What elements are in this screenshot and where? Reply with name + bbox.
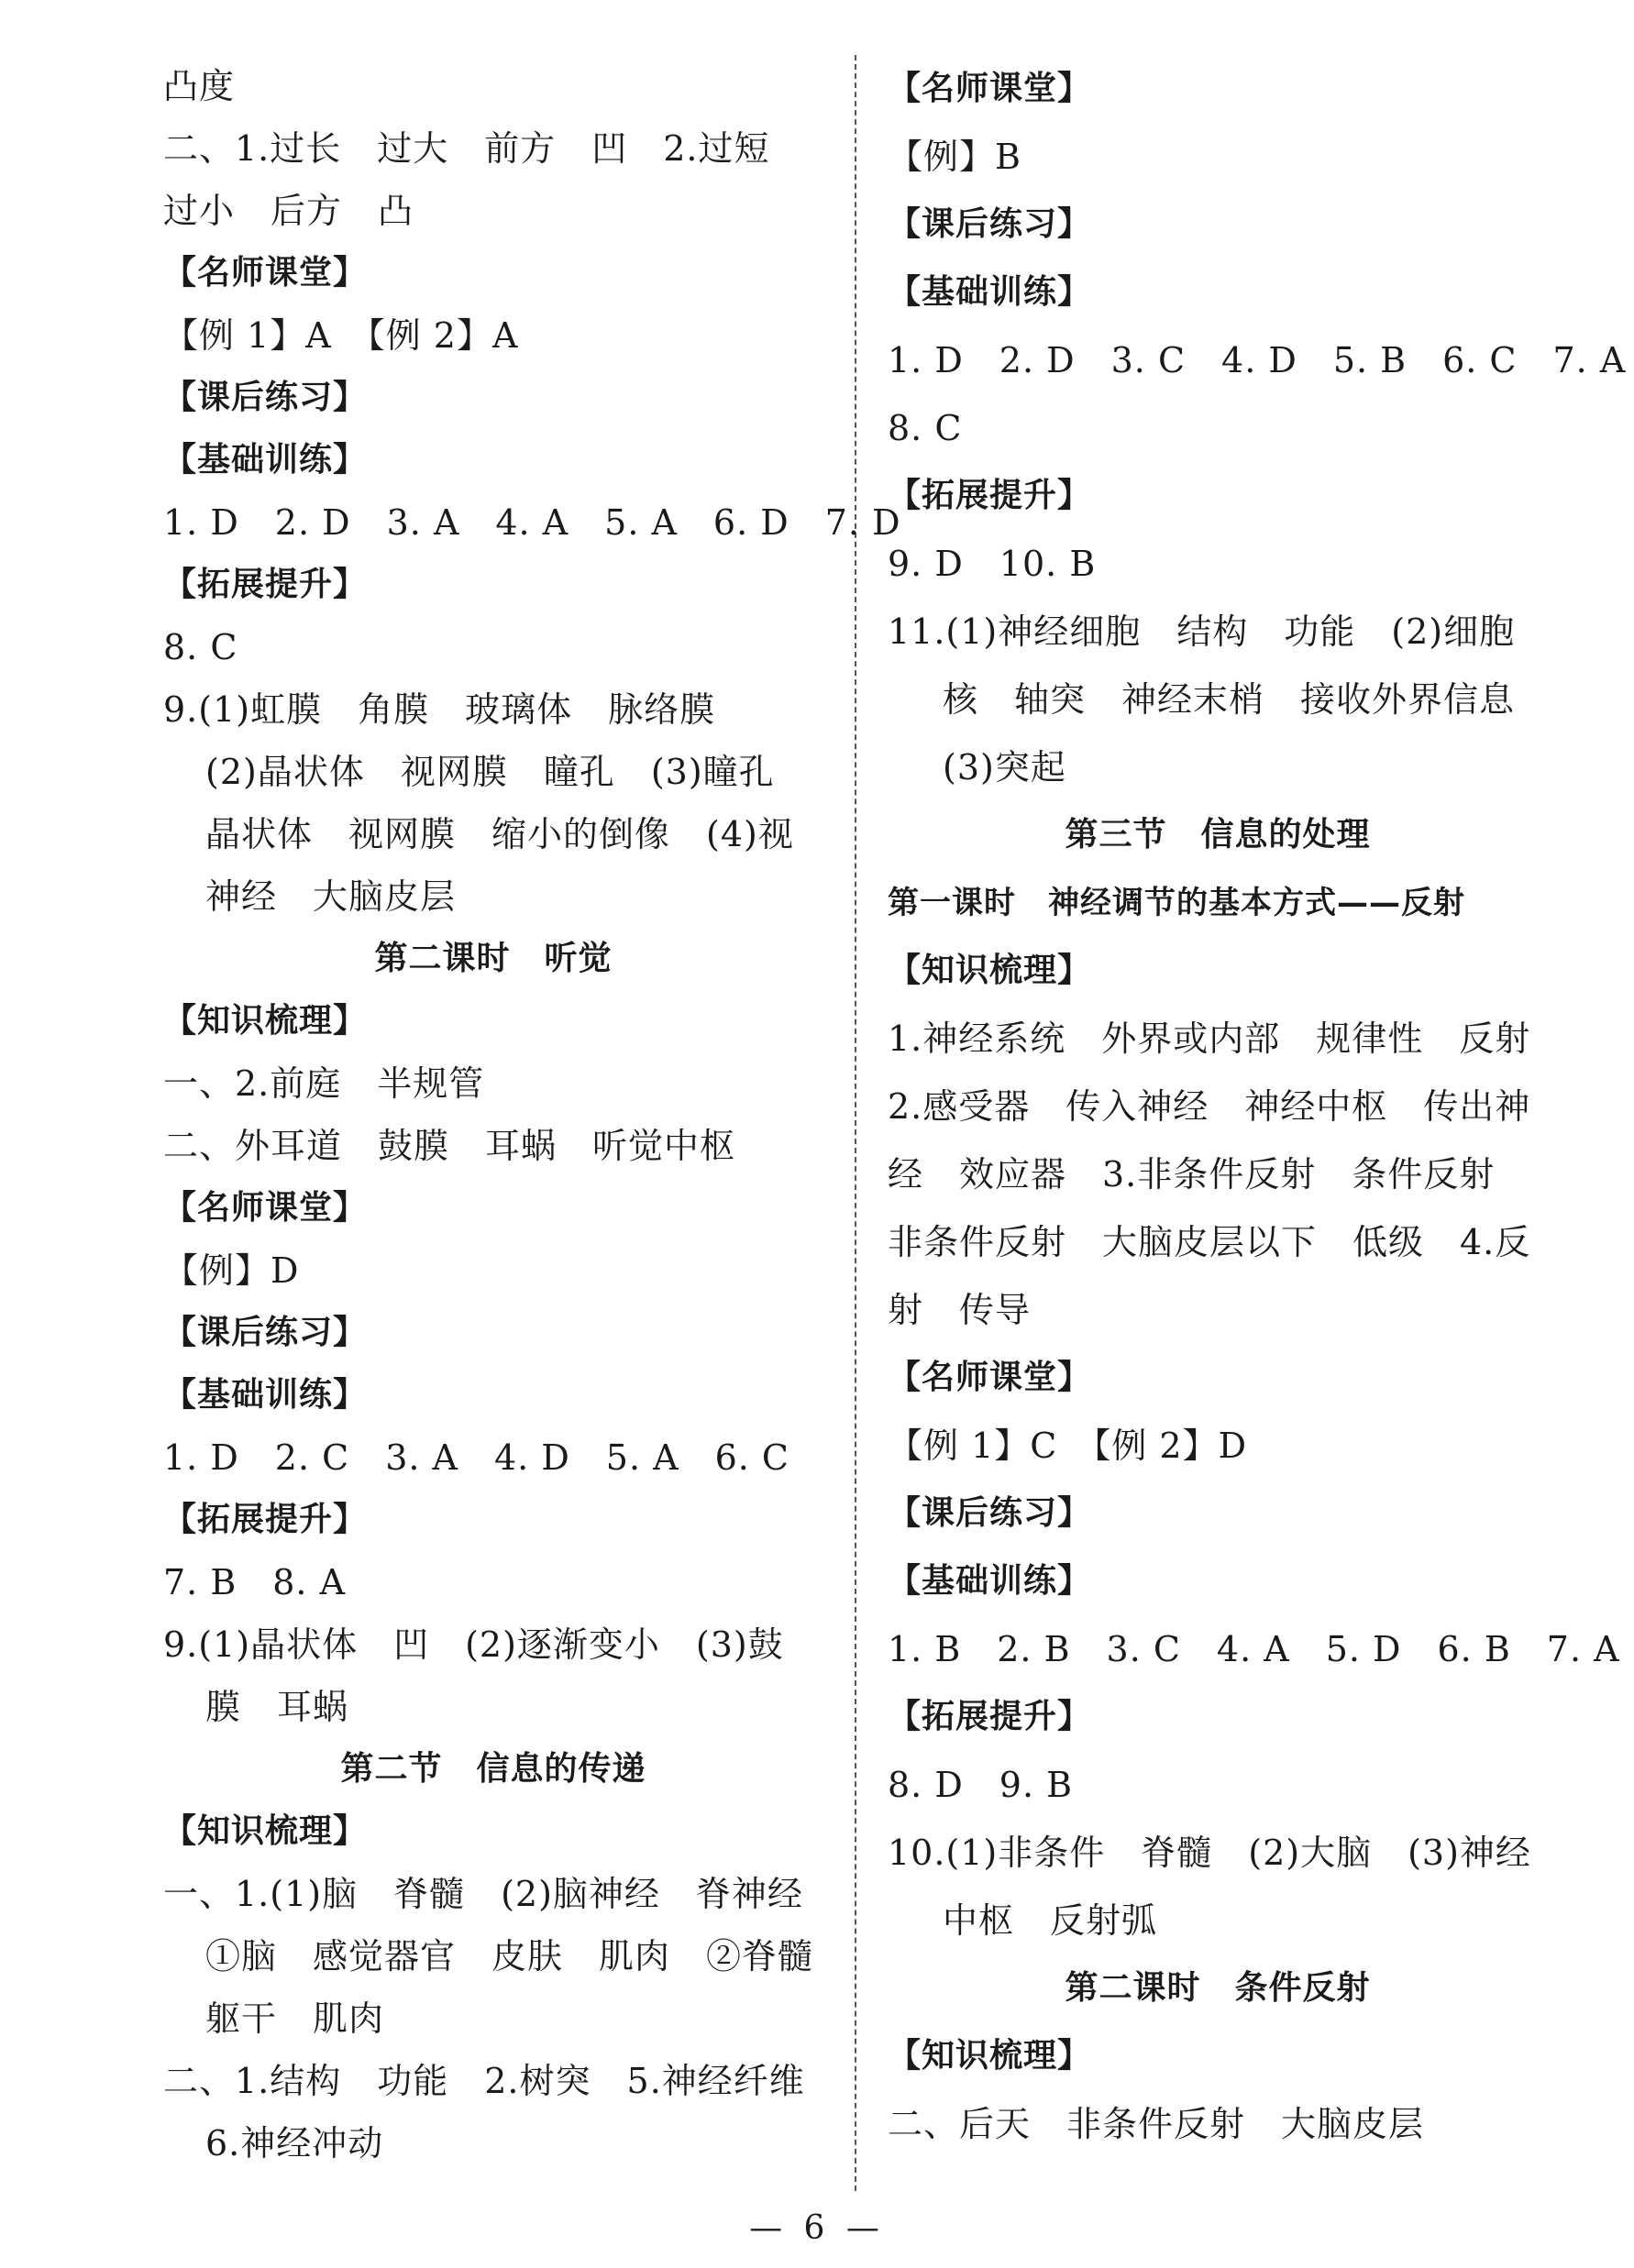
answer-line: 1. B 2. B 3. C 4. A 5. D 6. B 7. A <box>888 1629 1620 1669</box>
section-title: 第三节 信息的处理 <box>1065 816 1371 853</box>
section-header: 【知识梳理】 <box>163 1002 368 1040</box>
section-header: 【名师课堂】 <box>163 1189 368 1227</box>
answer-line: 【例】D <box>163 1250 300 1291</box>
answer-line: 6.神经冲动 <box>205 2123 384 2163</box>
section-title: 第二课时 条件反射 <box>1065 1969 1371 2007</box>
section-header: 【名师课堂】 <box>163 254 368 292</box>
answer-line: 【例 1】C 【例 2】D <box>888 1426 1248 1466</box>
section-header: 【课后练习】 <box>163 379 368 416</box>
answer-line: 射 传导 <box>888 1290 1032 1330</box>
answer-line: 11.(1)神经细胞 结构 功能 (2)细胞 <box>888 611 1516 652</box>
answer-line: 8. C <box>163 627 238 667</box>
answer-line: 神经 大脑皮层 <box>205 876 457 917</box>
answer-line: 【例 1】A 【例 2】A <box>163 315 519 356</box>
section-header: 【拓展提升】 <box>163 1501 368 1538</box>
answer-line: 1. D 2. C 3. A 4. D 5. A 6. C <box>163 1437 789 1478</box>
section-header: 【知识梳理】 <box>888 952 1092 989</box>
section-title: 第一课时 神经调节的基本方式——反射 <box>888 885 1465 921</box>
section-header: 【课后练习】 <box>888 205 1092 243</box>
answer-line: 【例】B <box>888 137 1021 177</box>
answer-line: 躯干 肌肉 <box>205 1998 385 2039</box>
answer-line: 10.(1)非条件 脊髓 (2)大脑 (3)神经 <box>888 1833 1531 1873</box>
answer-line: 过小 后方 凸 <box>163 191 414 231</box>
section-header: 【知识梳理】 <box>888 2037 1092 2075</box>
section-header: 【名师课堂】 <box>888 70 1092 107</box>
answer-line: 8. D 9. B <box>888 1765 1074 1805</box>
section-header: 【基础训练】 <box>163 441 368 479</box>
answer-line: (2)晶状体 视网膜 瞳孔 (3)瞳孔 <box>205 752 775 792</box>
answer-line: 二、外耳道 鼓膜 耳蜗 听觉中枢 <box>163 1126 736 1166</box>
column-divider <box>855 55 856 2191</box>
answer-line: 8. C <box>888 408 963 448</box>
answer-line: 1. D 2. D 3. A 4. A 5. A 6. D 7. D <box>163 502 901 543</box>
section-header: 【名师课堂】 <box>888 1359 1092 1396</box>
answer-line: 一、2.前庭 半规管 <box>163 1063 485 1104</box>
page-number: — 6 — <box>749 2209 885 2247</box>
answer-line: 经 效应器 3.非条件反射 条件反射 <box>888 1154 1496 1195</box>
right-column <box>888 55 1627 2158</box>
section-title: 第二课时 听觉 <box>374 940 613 977</box>
answer-line: 7. B 8. A <box>163 1562 347 1602</box>
answer-line: 二、后天 非条件反射 大脑皮层 <box>888 2104 1425 2144</box>
answer-line: ①脑 感觉器官 皮肤 肌肉 ②脊髓 <box>205 1936 814 1976</box>
section-header: 【拓展提升】 <box>888 477 1092 514</box>
section-header: 【课后练习】 <box>888 1494 1092 1532</box>
answer-line: 非条件反射 大脑皮层以下 低级 4.反 <box>888 1222 1531 1262</box>
answer-line: 凸度 <box>163 66 236 106</box>
answer-line: 核 轴突 神经末梢 接收外界信息 <box>943 679 1516 720</box>
answer-line: 二、1.过长 过大 前方 凹 2.过短 <box>163 128 770 169</box>
answer-line: 1. D 2. D 3. C 4. D 5. B 6. C 7. A <box>888 340 1627 380</box>
section-header: 【课后练习】 <box>163 1314 368 1351</box>
answer-line: 膜 耳蜗 <box>205 1687 349 1727</box>
answer-line: 一、1.(1)脑 脊髓 (2)脑神经 脊神经 <box>163 1874 803 1914</box>
section-header: 【基础训练】 <box>888 273 1092 311</box>
section-header: 【知识梳理】 <box>163 1812 368 1850</box>
section-header: 【拓展提升】 <box>888 1698 1092 1735</box>
answer-line: 晶状体 视网膜 缩小的倒像 (4)视 <box>205 814 794 854</box>
section-header: 【基础训练】 <box>163 1376 368 1414</box>
answer-line: 9. D 10. B <box>888 544 1097 584</box>
section-header: 【基础训练】 <box>888 1562 1092 1600</box>
answer-line: 9.(1)虹膜 角膜 玻璃体 脉络膜 <box>163 689 716 730</box>
answer-line: 9.(1)晶状体 凹 (2)逐渐变小 (3)鼓 <box>163 1624 784 1665</box>
left-column <box>163 55 901 2174</box>
answer-line: 二、1.结构 功能 2.树突 5.神经纤维 <box>163 2061 805 2101</box>
answer-line: 1.神经系统 外界或内部 规律性 反射 <box>888 1018 1531 1059</box>
section-header: 【拓展提升】 <box>163 566 368 603</box>
section-title: 第二节 信息的传递 <box>340 1750 646 1788</box>
answer-line: 2.感受器 传入神经 神经中枢 传出神 <box>888 1086 1531 1127</box>
answer-line: (3)突起 <box>943 747 1066 787</box>
answer-line: 中枢 反射弧 <box>943 1900 1158 1941</box>
